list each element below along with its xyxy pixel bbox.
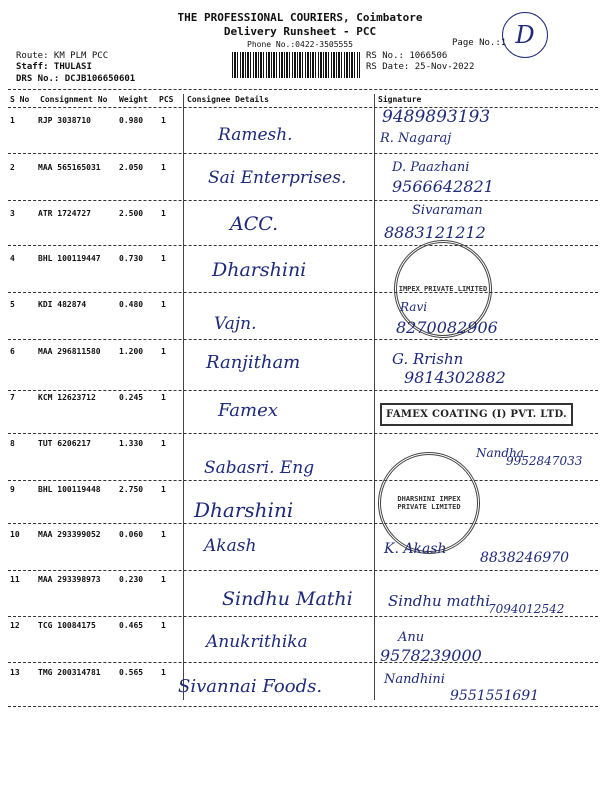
row-sno: 13 — [10, 668, 20, 677]
row-signature: R. Nagaraj — [380, 131, 452, 146]
row-signature-phone: 8883121212 — [384, 223, 486, 242]
row-consignment: RJP 3038710 — [38, 116, 91, 125]
row-pcs: 1 — [161, 530, 166, 539]
row-separator — [8, 523, 598, 524]
row-consignee: ACC. — [230, 213, 279, 235]
row-pcs: 1 — [161, 439, 166, 448]
row-consignee: Famex — [218, 400, 278, 421]
row-weight: 0.465 — [119, 621, 144, 630]
row-consignment: MAA 296811580 — [38, 347, 101, 356]
row-signature-phone: 9952847033 — [506, 454, 583, 468]
row-consignment: MAA 293399052 — [38, 530, 101, 539]
rs-date: RS Date: 25-Nov-2022 — [366, 62, 475, 72]
row-weight: 0.730 — [119, 254, 144, 263]
row-signature-phone: 9489893193 — [382, 107, 491, 127]
row-weight: 0.480 — [119, 300, 144, 309]
col-header-sno: S No — [10, 95, 30, 104]
row-separator — [8, 339, 598, 340]
row-consignee: Ranjitham — [206, 352, 301, 373]
row-sno: 4 — [10, 254, 15, 263]
company-round-stamp: DHARSHINI IMPEX PRIVATE LIMITED — [378, 452, 480, 554]
row-consignee: Dharshini — [194, 498, 294, 522]
row-consignee: Ramesh. — [218, 125, 293, 145]
row-signature-phone: 7094012542 — [488, 602, 565, 616]
row-signature-phone: 8838246970 — [480, 550, 570, 566]
row-weight: 2.050 — [119, 163, 144, 172]
row-pcs: 1 — [161, 393, 166, 402]
row-sno: 12 — [10, 621, 20, 630]
row-signature: K. Akash — [384, 541, 447, 557]
row-signature: Anu — [398, 630, 425, 645]
col-header-consignment: Consignment No — [40, 95, 108, 104]
row-consignee: Vajn. — [214, 314, 257, 334]
row-sno: 2 — [10, 163, 15, 172]
row-weight: 0.060 — [119, 530, 144, 539]
row-separator — [8, 245, 598, 246]
row-consignment: KCM 12623712 — [38, 393, 96, 402]
route-label: Route: KM PLM PCC — [16, 51, 109, 61]
row-separator — [8, 616, 598, 617]
col-header-consignee: Consignee Details — [187, 95, 269, 104]
row-signature-phone: 9578239000 — [380, 646, 482, 665]
row-pcs: 1 — [161, 485, 166, 494]
row-separator — [8, 390, 598, 391]
row-consignment: TMG 200314781 — [38, 668, 101, 677]
row-signature-phone: 8270082906 — [396, 318, 498, 337]
row-pcs: 1 — [161, 209, 166, 218]
document-title: Delivery Runsheet - PCC — [223, 25, 377, 38]
row-separator — [8, 480, 598, 481]
row-consignee: Sabasri. Eng — [204, 458, 315, 478]
rs-number: RS No.: 1066506 — [366, 51, 448, 61]
row-consignee: Sindhu Mathi — [222, 588, 353, 610]
row-signature: Sindhu mathi — [388, 592, 491, 610]
row-sno: 3 — [10, 209, 15, 218]
row-pcs: 1 — [161, 254, 166, 263]
row-consignment: TCG 10084175 — [38, 621, 96, 630]
barcode — [232, 52, 360, 78]
row-consignee: Sai Enterprises. — [208, 168, 347, 188]
row-separator — [8, 153, 598, 154]
page-number: Page No.:1 — [452, 38, 507, 48]
row-consignment: MAA 293398973 — [38, 575, 101, 584]
row-pcs: 1 — [161, 116, 166, 125]
row-signature: Nandhini — [384, 672, 445, 687]
row-sno: 10 — [10, 530, 20, 539]
row-consignee: Dharshini — [212, 259, 307, 281]
company-round-stamp: IMPEX PRIVATE LIMITED — [394, 240, 492, 338]
row-sno: 5 — [10, 300, 15, 309]
row-weight: 1.200 — [119, 347, 144, 356]
row-consignment: TUT 6206217 — [38, 439, 91, 448]
row-signature: Sivaraman — [412, 203, 483, 218]
header-top-rule — [8, 89, 598, 90]
row-weight: 0.230 — [119, 575, 144, 584]
row-signature-phone: 9814302882 — [404, 368, 506, 387]
row-separator — [8, 662, 598, 663]
row-consignee: Anukrithika — [206, 632, 308, 652]
row-consignment: MAA 565165031 — [38, 163, 101, 172]
row-separator — [8, 292, 598, 293]
column-divider — [374, 94, 375, 700]
row-pcs: 1 — [161, 163, 166, 172]
row-pcs: 1 — [161, 668, 166, 677]
row-sno: 8 — [10, 439, 15, 448]
row-signature: G. Rrishn — [392, 350, 464, 368]
row-sno: 9 — [10, 485, 15, 494]
row-weight: 0.565 — [119, 668, 144, 677]
company-rectangular-stamp: FAMEX COATING (I) PVT. LTD. — [380, 403, 573, 426]
row-consignment: BHL 100119448 — [38, 485, 101, 494]
col-header-pcs: PCS — [159, 95, 174, 104]
row-signature: Ravi — [400, 300, 428, 314]
row-consignment: ATR 1724727 — [38, 209, 91, 218]
row-sno: 1 — [10, 116, 15, 125]
row-consignment: KDI 482874 — [38, 300, 87, 309]
row-signature: D. Paazhani — [392, 160, 470, 175]
col-header-signature: Signature — [378, 95, 422, 104]
row-consignee: Akash — [204, 536, 257, 556]
handwritten-corner-mark: D — [502, 12, 548, 58]
col-header-weight: Weight — [119, 95, 148, 104]
row-separator — [8, 433, 598, 434]
row-signature: Nandha — [476, 446, 524, 460]
row-weight: 0.245 — [119, 393, 144, 402]
row-sno: 6 — [10, 347, 15, 356]
row-pcs: 1 — [161, 300, 166, 309]
row-separator — [8, 706, 598, 707]
phone-number: Phone No.:0422-3505555 — [247, 40, 353, 49]
row-consignment: BHL 100119447 — [38, 254, 101, 263]
row-weight: 2.750 — [119, 485, 144, 494]
row-separator — [8, 570, 598, 571]
row-consignee: Sivannai Foods. — [178, 676, 323, 697]
company-name: THE PROFESSIONAL COURIERS, Coimbatore — [177, 11, 423, 24]
row-sno: 11 — [10, 575, 20, 584]
header-bottom-rule — [8, 107, 598, 108]
row-weight: 0.980 — [119, 116, 144, 125]
row-weight: 2.500 — [119, 209, 144, 218]
row-pcs: 1 — [161, 347, 166, 356]
row-sno: 7 — [10, 393, 15, 402]
row-pcs: 1 — [161, 621, 166, 630]
row-separator — [8, 200, 598, 201]
row-signature-phone: 9566642821 — [392, 177, 494, 196]
row-signature-phone: 9551551691 — [450, 688, 540, 704]
drs-number: DRS No.: DCJB106650601 — [16, 74, 136, 84]
staff-label: Staff: THULASI — [16, 62, 92, 72]
column-divider — [183, 94, 184, 700]
row-pcs: 1 — [161, 575, 166, 584]
row-weight: 1.330 — [119, 439, 144, 448]
